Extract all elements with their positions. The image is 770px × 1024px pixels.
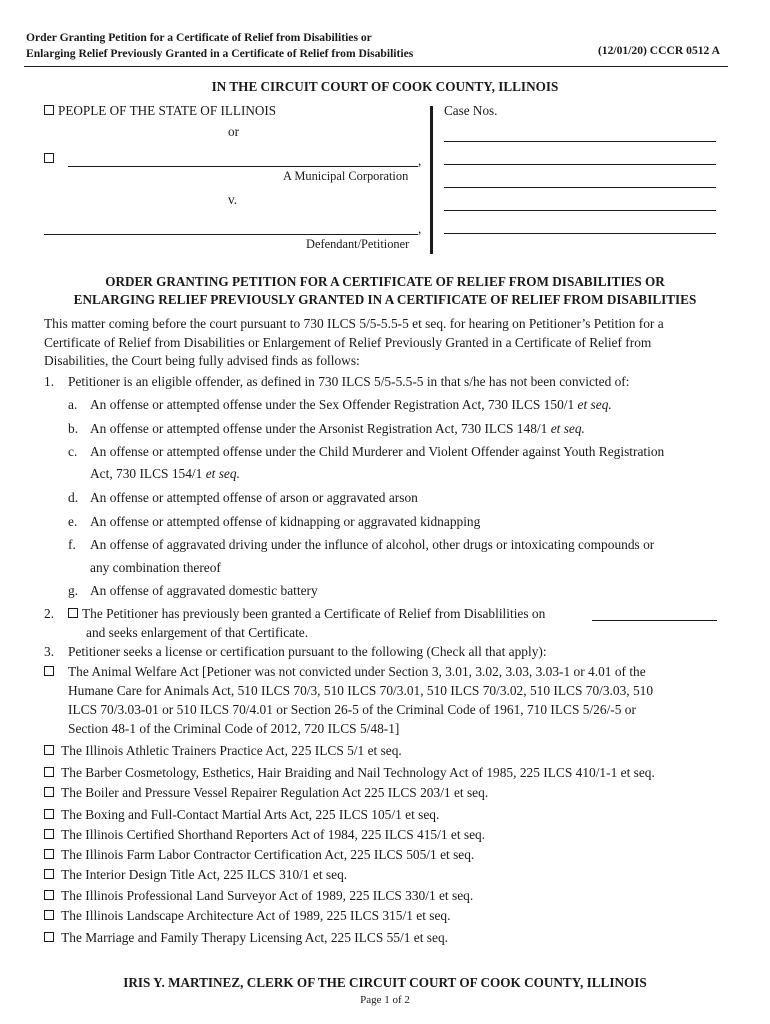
- act-boxing-martial-arts: [44, 806, 439, 825]
- finding-1g-label: g.: [68, 583, 79, 598]
- act-boiler-pressure-vessel: [44, 784, 488, 803]
- act-marriage-family-therapy: [44, 929, 448, 948]
- finding-2-number: 2.: [44, 606, 55, 621]
- act-checkbox[interactable]: [44, 809, 54, 819]
- act-interior-design: [44, 866, 347, 885]
- act-land-surveyor: [44, 887, 473, 906]
- finding-2-checkbox[interactable]: [68, 608, 78, 618]
- finding-1-text: Petitioner is an eligible offender, as defined in 730 ILCS 5/5-5.5-5 in that s/he has not been convicted of:: [68, 374, 630, 389]
- finding-2-line2: and seeks enlargement of that Certificate.: [86, 625, 309, 640]
- municipal-checkbox[interactable]: [44, 153, 54, 163]
- act-checkbox[interactable]: [44, 767, 54, 777]
- finding-3-number: 3.: [44, 644, 55, 659]
- act-checkbox[interactable]: [44, 869, 54, 879]
- finding-1b-body: An offense or attempted offense under the Arsonist Registration Act, 730 ILCS 148/1: [90, 421, 548, 436]
- finding-1a-text: [90, 396, 612, 415]
- act-checkbox[interactable]: [44, 932, 54, 942]
- finding-1e-text: An offense or attempted offense of kidnapping or aggravated kidnapping: [90, 514, 481, 529]
- act-landscape-architecture: [44, 907, 450, 926]
- finding-1g-text: An offense of aggravated domestic battery: [90, 583, 318, 598]
- finding-1-number: 1.: [44, 374, 55, 389]
- act-athletic-trainers: [44, 742, 402, 761]
- comma-1: ,: [418, 153, 422, 168]
- finding-1b-text: [90, 420, 585, 439]
- or-label: or: [228, 124, 239, 139]
- page-number: Page 1 of 2: [360, 994, 410, 1006]
- finding-1b-label: b.: [68, 421, 79, 436]
- case-no-field-3[interactable]: [444, 187, 716, 188]
- header-divider: [24, 66, 728, 67]
- finding-1c-italic: et seq.: [205, 466, 240, 481]
- order-title-line1: ORDER GRANTING PETITION FOR A CERTIFICATE OF RELIEF FROM DISABILITIES OR: [105, 274, 665, 289]
- people-label: PEOPLE OF THE STATE OF ILLINOIS: [58, 103, 277, 118]
- municipal-checkbox-wrap: [44, 151, 58, 167]
- form-title-line1: Order Granting Petition for a Certificate of Relief from Disabilities or: [26, 31, 372, 44]
- finding-1d-label: d.: [68, 490, 79, 505]
- act-label: The Illinois Certified Shorthand Reporters Act of 1984, 225 ILCS 415/1 et seq.: [61, 827, 486, 842]
- act-barber-cosmetology: [44, 764, 655, 783]
- finding-1a-body: An offense or attempted offense under the Sex Offender Registration Act, 730 ILCS 150/1: [90, 397, 575, 412]
- act-label: The Illinois Farm Labor Contractor Certification Act, 225 ILCS 505/1 et seq.: [61, 847, 475, 862]
- court-name: IN THE CIRCUIT COURT OF COOK COUNTY, ILLINOIS: [211, 79, 559, 94]
- finding-1f-text-line2: any combination thereof: [90, 560, 221, 575]
- act-label: The Barber Cosmetology, Esthetics, Hair Braiding and Nail Technology Act of 1985, 225 ILCS 410/1-1 et seq.: [61, 765, 655, 780]
- case-no-field-4[interactable]: [444, 210, 716, 211]
- previous-grant-date-field[interactable]: [592, 620, 717, 621]
- caption-divider: [430, 106, 433, 254]
- act-label: The Illinois Professional Land Surveyor Act of 1989, 225 ILCS 330/1 et seq.: [61, 888, 474, 903]
- order-title: [0, 273, 770, 309]
- clerk-footer: IRIS Y. MARTINEZ, CLERK OF THE CIRCUIT COURT OF COOK COUNTY, ILLINOIS: [123, 975, 647, 990]
- act-animal-welfare-line2: Humane Care for Animals Act, 510 ILCS 70/3, 510 ILCS 70/3.01, 510 ILCS 70/3.02, 510 ILCS 70/3.03, 510: [68, 683, 654, 698]
- finding-1e-label: e.: [68, 514, 78, 529]
- finding-1f-text-line1: An offense of aggravated driving under the influnce of alcohol, other drugs or intoxicating compounds or: [90, 537, 655, 552]
- act-animal-welfare-checkbox[interactable]: [44, 666, 54, 676]
- act-farm-labor-contractor: [44, 846, 474, 865]
- act-label: The Marriage and Family Therapy Licensing Act, 225 ILCS 55/1 et seq.: [61, 930, 448, 945]
- finding-1c-label: c.: [68, 444, 78, 459]
- act-animal-welfare-line3: ILCS 70/3.03-01 or 510 ILCS 70/4.01 or Section 26-5 of the Criminal Code of 1961, 710 ILCS 5/26/-5 or: [68, 702, 636, 717]
- act-shorthand-reporters: [44, 826, 485, 845]
- intro-line1: This matter coming before the court pursuant to 730 ILCS 5/5-5.5-5 et seq. for hearing on Petitioner’s Petition for a: [44, 316, 664, 331]
- act-checkbox[interactable]: [44, 787, 54, 797]
- finding-2-text: The Petitioner has previously been granted a Certificate of Relief from Disablilities on: [82, 606, 546, 621]
- intro-line3: Disabilities, the Court being fully advised finds as follows:: [44, 353, 360, 369]
- municipal-name-field[interactable]: [68, 166, 418, 167]
- act-checkbox[interactable]: [44, 849, 54, 859]
- act-label: The Illinois Landscape Architecture Act of 1989, 225 ILCS 315/1 et seq.: [61, 908, 451, 923]
- municipal-label: A Municipal Corporation: [283, 169, 409, 183]
- finding-1c-text-line1: An offense or attempted offense under the Child Murderer and Violent Offender against Youth Registration: [90, 444, 665, 459]
- case-no-field-2[interactable]: [444, 164, 716, 165]
- defendant-name-field[interactable]: [44, 234, 418, 235]
- people-option: [44, 103, 276, 119]
- finding-2-line1: [68, 605, 545, 624]
- finding-1f-label: f.: [68, 537, 76, 552]
- finding-1a-italic: et seq.: [577, 397, 612, 412]
- finding-1d-text: An offense or attempted offense of arson or aggravated arson: [90, 490, 418, 505]
- case-no-field-1[interactable]: [444, 141, 716, 142]
- finding-1b-italic: et seq.: [550, 421, 585, 436]
- comma-2: ,: [418, 221, 422, 236]
- intro-paragraph: [44, 315, 734, 371]
- finding-3-text: Petitioner seeks a license or certification pursuant to the following (Check all that apply):: [68, 644, 547, 659]
- act-label: The Boxing and Full-Contact Martial Arts Act, 225 ILCS 105/1 et seq.: [61, 807, 440, 822]
- finding-1c-text-line2: [90, 465, 240, 484]
- act-checkbox[interactable]: [44, 890, 54, 900]
- act-animal-welfare-line4: Section 48-1 of the Criminal Code of 2012, 720 ILCS 5/48-1]: [68, 721, 400, 736]
- finding-1a-label: a.: [68, 397, 78, 412]
- act-checkbox[interactable]: [44, 910, 54, 920]
- intro-line2: Certificate of Relief from Disabilities or Enlargement of Relief Previously Granted in a Certificate of Relief from: [44, 334, 652, 350]
- act-label: The Boiler and Pressure Vessel Repairer Regulation Act 225 ILCS 203/1 et seq.: [61, 785, 489, 800]
- defendant-label: Defendant/Petitioner: [306, 237, 410, 251]
- act-animal-welfare: [44, 663, 58, 682]
- finding-1c-body: Act, 730 ILCS 154/1: [90, 466, 203, 481]
- versus-label: v.: [228, 192, 238, 207]
- case-nos-label: Case Nos.: [444, 103, 498, 118]
- case-no-field-5[interactable]: [444, 233, 716, 234]
- people-checkbox[interactable]: [44, 105, 54, 115]
- act-checkbox[interactable]: [44, 829, 54, 839]
- act-checkbox[interactable]: [44, 745, 54, 755]
- order-title-line2: ENLARGING RELIEF PREVIOUSLY GRANTED IN A CERTIFICATE OF RELIEF FROM DISABILITIES: [73, 292, 697, 307]
- form-title: [26, 30, 413, 61]
- form-code: (12/01/20) CCCR 0512 A: [597, 44, 720, 57]
- act-label: The Interior Design Title Act, 225 ILCS 310/1 et seq.: [61, 867, 348, 882]
- act-label: The Illinois Athletic Trainers Practice Act, 225 ILCS 5/1 et seq.: [61, 743, 402, 758]
- form-title-line2: Enlarging Relief Previously Granted in a Certificate of Relief from Disabilities: [26, 46, 414, 60]
- act-animal-welfare-line1: The Animal Welfare Act [Petioner was not convicted under Section 3, 3.01, 3.02, 3.03, 3.03-1 or 4.01 of the: [68, 664, 646, 679]
